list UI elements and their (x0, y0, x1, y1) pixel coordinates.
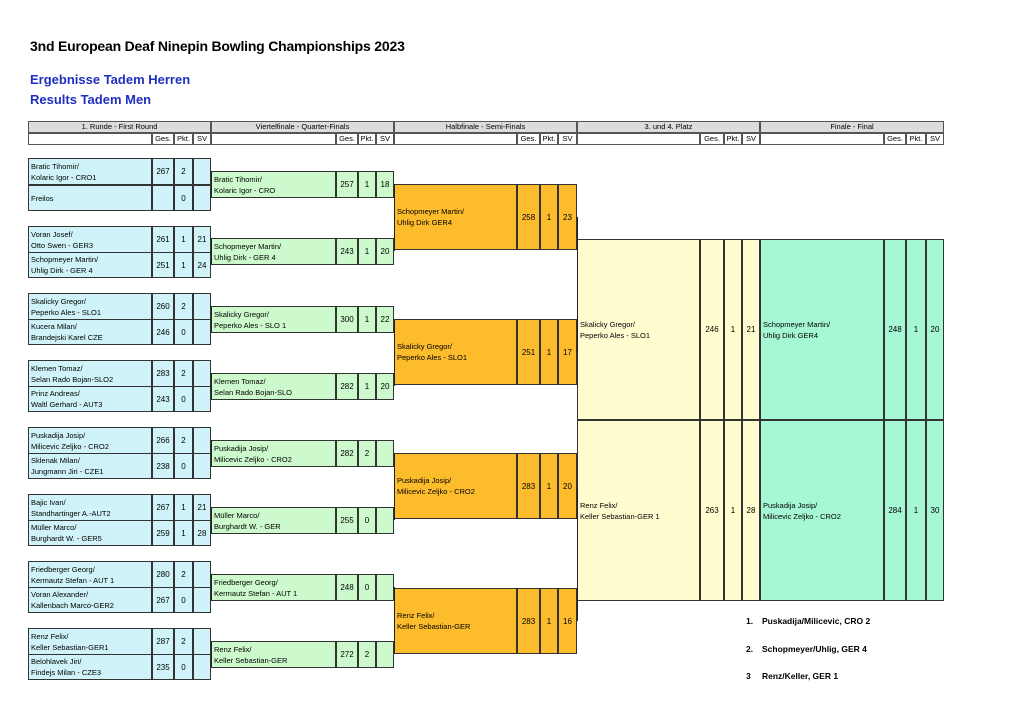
player-line-1: Klemen Tomaz/ (214, 376, 266, 386)
score-sv (193, 185, 211, 211)
col-ges-r1: Ges. (152, 133, 174, 145)
score-points: 1 (174, 252, 193, 278)
score-points: 1 (540, 184, 558, 250)
player-line-2: Jungmann Jiri - CZE1 (31, 467, 104, 476)
col-blank-p3 (577, 133, 700, 145)
score-total: 248 (336, 574, 358, 601)
subtitle-german: Ergebnisse Tadem Herren (30, 72, 191, 87)
player-line-1: Skalicky Gregor/ (580, 319, 636, 329)
player-line-2: Burghardt W. - GER5 (31, 534, 102, 543)
score-sv: 18 (376, 171, 394, 198)
score-points: 1 (540, 319, 558, 385)
score-points: 2 (174, 360, 193, 387)
score-sv: 17 (558, 319, 577, 385)
standing-team: Schopmeyer/Uhlig, GER 4 (762, 644, 867, 654)
col-sv-p3: SV (742, 133, 760, 145)
score-points: 0 (174, 185, 193, 211)
player-line-1: Skalicky Gregor/ (214, 309, 270, 319)
score-points: 2 (174, 628, 193, 655)
standing-rank: 1. (746, 616, 754, 626)
player-line-1: Voran Alexander/ (31, 590, 89, 599)
standing-rank: 2. (746, 644, 754, 654)
score-points: 0 (358, 574, 376, 601)
score-sv (193, 386, 211, 412)
connector-line (211, 641, 212, 667)
col-blank-qf (211, 133, 336, 145)
player-line-1: Schopmeyer Martin/ (763, 319, 831, 329)
team-name-r1 (28, 293, 152, 320)
score-sv: 16 (558, 588, 577, 654)
team-name-qf (211, 641, 336, 668)
player-line-2: Uhlig Dirk GER4 (763, 330, 819, 340)
score-total: 282 (336, 373, 358, 400)
score-total: 284 (884, 420, 906, 601)
score-total: 261 (152, 226, 174, 253)
score-sv: 21 (742, 239, 760, 420)
player-line-1: Bajic Ivan/ (31, 497, 66, 507)
score-sv (376, 641, 394, 668)
score-total: 246 (152, 319, 174, 345)
score-points: 1 (174, 226, 193, 253)
score-sv: 23 (558, 184, 577, 250)
score-sv (193, 293, 211, 320)
score-total: 266 (152, 427, 174, 454)
player-line-1: Müller Marco/ (214, 510, 260, 520)
player-line-1: Bratic Tihomir/ (31, 161, 79, 171)
score-sv: 22 (376, 306, 394, 333)
player-line-2: Peperko Ales - SLO 1 (214, 320, 287, 330)
player-line-2: Keller Sebastian-GER (214, 655, 288, 665)
player-line-1: Sklenak Milan/ (31, 456, 80, 465)
player-line-1: Puskadija Josip/ (763, 500, 818, 510)
team-name-r1 (28, 520, 152, 546)
col-sv-qf: SV (376, 133, 394, 145)
player-line-2: Kermautz Stefan - AUT 1 (31, 575, 115, 585)
player-line-2: Burghardt W. - GER (214, 521, 281, 531)
score-points: 2 (174, 561, 193, 588)
score-total: 300 (336, 306, 358, 333)
score-total: 263 (700, 420, 724, 601)
player-line-2: Waltl Gerhard - AUT3 (31, 400, 103, 409)
player-line-2: Peperko Ales - SLO1 (31, 307, 102, 317)
score-points: 1 (540, 453, 558, 519)
team-name-qf (211, 306, 336, 333)
score-sv: 20 (376, 373, 394, 400)
score-total: 246 (700, 239, 724, 420)
score-points: 1 (174, 520, 193, 546)
player-line-2: Keller Sebastian-GER (397, 622, 471, 631)
team-name-r1 (28, 386, 152, 412)
score-points: 0 (174, 453, 193, 479)
team-name-r1 (28, 226, 152, 253)
team-name-r1 (28, 319, 152, 345)
connector-line (211, 574, 212, 600)
score-sv (193, 628, 211, 655)
score-sv (193, 453, 211, 479)
team-name-r1 (28, 654, 152, 680)
round-header-r1: 1. Runde - First Round (28, 121, 211, 133)
team-name-fin (760, 239, 884, 420)
score-points: 2 (358, 440, 376, 467)
player-line-2: Standhartinger A.-AUT2 (31, 508, 111, 518)
connector-line (394, 453, 395, 520)
score-points: 1 (724, 239, 742, 420)
player-line-1: Bratic Tihomir/ (214, 174, 262, 184)
score-total: 255 (336, 507, 358, 534)
score-total: 251 (152, 252, 174, 278)
connector-line (211, 507, 212, 533)
score-total: 251 (517, 319, 540, 385)
score-total: 287 (152, 628, 174, 655)
team-name-sf (394, 588, 517, 654)
connector-line (211, 306, 212, 332)
team-name-qf (211, 171, 336, 198)
player-line-2: Findejs Milan - CZE3 (31, 668, 102, 677)
score-points: 0 (174, 587, 193, 613)
col-ges-fin: Ges. (884, 133, 906, 145)
player-line-1: Puskadija Josip/ (214, 443, 269, 453)
connector-line (577, 486, 578, 621)
score-sv: 28 (742, 420, 760, 601)
player-line-2: Peperko Ales - SLO1 (397, 353, 468, 362)
score-points: 2 (174, 293, 193, 320)
score-total: 260 (152, 293, 174, 320)
score-total (152, 185, 174, 211)
player-line-2: Kallenbach Marco-GER2 (31, 601, 114, 610)
player-line-2: Kolaric Igor - CRO (214, 185, 276, 195)
col-ges-p3: Ges. (700, 133, 724, 145)
player-line-1: Schopmeyer Martin/ (31, 255, 99, 264)
player-line-2: Uhlig Dirk - GER 4 (214, 252, 276, 262)
team-name-r1 (28, 252, 152, 278)
score-points: 0 (358, 507, 376, 534)
score-total: 248 (884, 239, 906, 420)
score-points: 1 (540, 588, 558, 654)
team-name-p3 (577, 239, 700, 420)
player-line-2: Uhlig Dirk GER4 (397, 218, 453, 227)
score-sv (193, 587, 211, 613)
score-sv (376, 440, 394, 467)
connector-line (211, 373, 212, 399)
score-total: 259 (152, 520, 174, 546)
score-points: 1 (358, 306, 376, 333)
player-line-2: Uhlig Dirk - GER 4 (31, 266, 93, 275)
team-name-r1 (28, 158, 152, 185)
score-sv (193, 319, 211, 345)
col-blank-fin (760, 133, 884, 145)
score-sv (193, 427, 211, 454)
score-points: 1 (906, 420, 926, 601)
score-total: 272 (336, 641, 358, 668)
player-line-2: Brandejski Karel CZE (31, 333, 103, 342)
player-line-2: Otto Swen - GER3 (31, 240, 94, 250)
player-line-2: Milicevic Zeljko - CRO2 (31, 441, 109, 451)
col-sv-sf: SV (558, 133, 577, 145)
team-name-qf (211, 574, 336, 601)
score-sv: 20 (376, 238, 394, 265)
round-header-sf: Halbfinale - Semi-Finals (394, 121, 577, 133)
team-name-qf (211, 507, 336, 534)
connector-line (211, 239, 212, 265)
team-name-r1 (28, 561, 152, 588)
team-name-r1 (28, 453, 152, 479)
player-line-1: Friedberger Georg/ (214, 577, 278, 587)
team-name-r1 (28, 587, 152, 613)
connector-line (577, 217, 578, 352)
player-line-2: Milicevic Zeljko - CRO2 (214, 454, 292, 464)
player-line-1: Schopmeyer Martin/ (397, 207, 465, 216)
score-total: 257 (336, 171, 358, 198)
player-line-1: Belohlavek Jiri/ (31, 657, 82, 666)
score-sv: 28 (193, 520, 211, 546)
standing-team: Renz/Keller, GER 1 (762, 671, 839, 681)
player-line-1: Renz Felix/ (214, 644, 252, 654)
score-sv (193, 158, 211, 185)
player-line-1: Müller Marco/ (31, 523, 77, 532)
score-points: 1 (724, 420, 742, 601)
score-sv (193, 654, 211, 680)
score-total: 283 (517, 453, 540, 519)
score-points: 1 (174, 494, 193, 521)
player-line-1: Renz Felix/ (31, 631, 69, 641)
team-name-sf (394, 184, 517, 250)
page-title: 3nd European Deaf Ninepin Bowling Championships 2023 (30, 38, 405, 54)
subtitle-english: Results Tadem Men (30, 92, 152, 107)
player-line-1: Freilos (31, 193, 54, 203)
score-total: 238 (152, 453, 174, 479)
score-points: 2 (174, 427, 193, 454)
team-name-qf (211, 238, 336, 265)
score-total: 243 (336, 238, 358, 265)
team-name-qf (211, 440, 336, 467)
team-name-r1 (28, 427, 152, 454)
score-sv: 21 (193, 226, 211, 253)
team-name-r1 (28, 185, 152, 211)
score-total: 280 (152, 561, 174, 588)
round-header-fin: Finale - Final (760, 121, 944, 133)
score-points: 1 (906, 239, 926, 420)
score-points: 0 (174, 319, 193, 345)
score-total: 258 (517, 184, 540, 250)
team-name-fin (760, 420, 884, 601)
score-sv (376, 574, 394, 601)
player-line-2: Keller Sebastian-GER1 (31, 642, 109, 652)
score-total: 283 (152, 360, 174, 387)
score-total: 283 (517, 588, 540, 654)
score-points: 0 (174, 386, 193, 412)
team-name-r1 (28, 494, 152, 521)
team-name-sf (394, 319, 517, 385)
score-total: 243 (152, 386, 174, 412)
score-sv: 24 (193, 252, 211, 278)
player-line-1: Puskadija Josip/ (31, 430, 86, 440)
player-line-2: Keller Sebastian-GER 1 (580, 511, 660, 521)
player-line-1: Prinz Andreas/ (31, 389, 80, 398)
player-line-2: Kolaric Igor - CRO1 (31, 172, 97, 182)
player-line-1: Schopmeyer Martin/ (214, 241, 282, 251)
col-pkt-p3: Pkt. (724, 133, 742, 145)
player-line-1: Klemen Tomaz/ (31, 363, 83, 373)
score-sv: 30 (926, 420, 944, 601)
score-total: 267 (152, 494, 174, 521)
score-sv: 20 (558, 453, 577, 519)
player-line-2: Peperko Ales - SLO1 (580, 330, 651, 340)
player-line-2: Kermautz Stefan - AUT 1 (214, 588, 298, 598)
player-line-1: Renz Felix/ (397, 611, 435, 620)
col-pkt-fin: Pkt. (906, 133, 926, 145)
connector-line (211, 440, 212, 466)
col-ges-qf: Ges. (336, 133, 358, 145)
score-points: 1 (358, 373, 376, 400)
col-blank-sf (394, 133, 517, 145)
team-name-r1 (28, 360, 152, 387)
connector-line (211, 171, 212, 198)
score-points: 1 (358, 171, 376, 198)
standing-team: Puskadija/Milicevic, CRO 2 (762, 616, 871, 626)
player-line-1: Puskadija Josip/ (397, 476, 452, 485)
player-line-1: Skalicky Gregor/ (397, 342, 453, 351)
score-sv (193, 360, 211, 387)
player-line-1: Friedberger Georg/ (31, 564, 95, 574)
score-sv (376, 507, 394, 534)
team-name-qf (211, 373, 336, 400)
score-sv (193, 561, 211, 588)
connector-line (394, 587, 395, 654)
connector-line (394, 319, 395, 386)
score-total: 267 (152, 587, 174, 613)
col-pkt-qf: Pkt. (358, 133, 376, 145)
score-total: 282 (336, 440, 358, 467)
player-line-2: Selan Rado Bojan-SLO2 (31, 374, 114, 384)
player-line-1: Kucera Milan/ (31, 322, 77, 331)
team-name-sf (394, 453, 517, 519)
team-name-r1 (28, 628, 152, 655)
col-sv-r1: SV (193, 133, 211, 145)
player-line-2: Selan Rado Bojan-SLO (214, 387, 292, 397)
player-line-2: Milicevic Zeljko - CRO2 (763, 511, 841, 521)
score-points: 1 (358, 238, 376, 265)
round-header-p3: 3. und 4. Platz (577, 121, 760, 133)
score-points: 2 (174, 158, 193, 185)
connector-line (394, 184, 395, 251)
col-blank-r1 (28, 133, 152, 145)
player-line-2: Milicevic Zeljko - CRO2 (397, 487, 475, 496)
team-name-p3 (577, 420, 700, 601)
player-line-1: Voran Josef/ (31, 229, 73, 239)
col-pkt-r1: Pkt. (174, 133, 193, 145)
col-pkt-sf: Pkt. (540, 133, 558, 145)
player-line-1: Renz Felix/ (580, 500, 618, 510)
round-header-qf: Viertelfinale - Quarter-Finals (211, 121, 394, 133)
score-total: 267 (152, 158, 174, 185)
score-points: 0 (174, 654, 193, 680)
score-points: 2 (358, 641, 376, 668)
player-line-1: Skalicky Gregor/ (31, 296, 87, 306)
standing-rank: 3 (746, 671, 751, 681)
score-total: 235 (152, 654, 174, 680)
score-sv: 20 (926, 239, 944, 420)
score-sv: 21 (193, 494, 211, 521)
col-ges-sf: Ges. (517, 133, 540, 145)
col-sv-fin: SV (926, 133, 944, 145)
